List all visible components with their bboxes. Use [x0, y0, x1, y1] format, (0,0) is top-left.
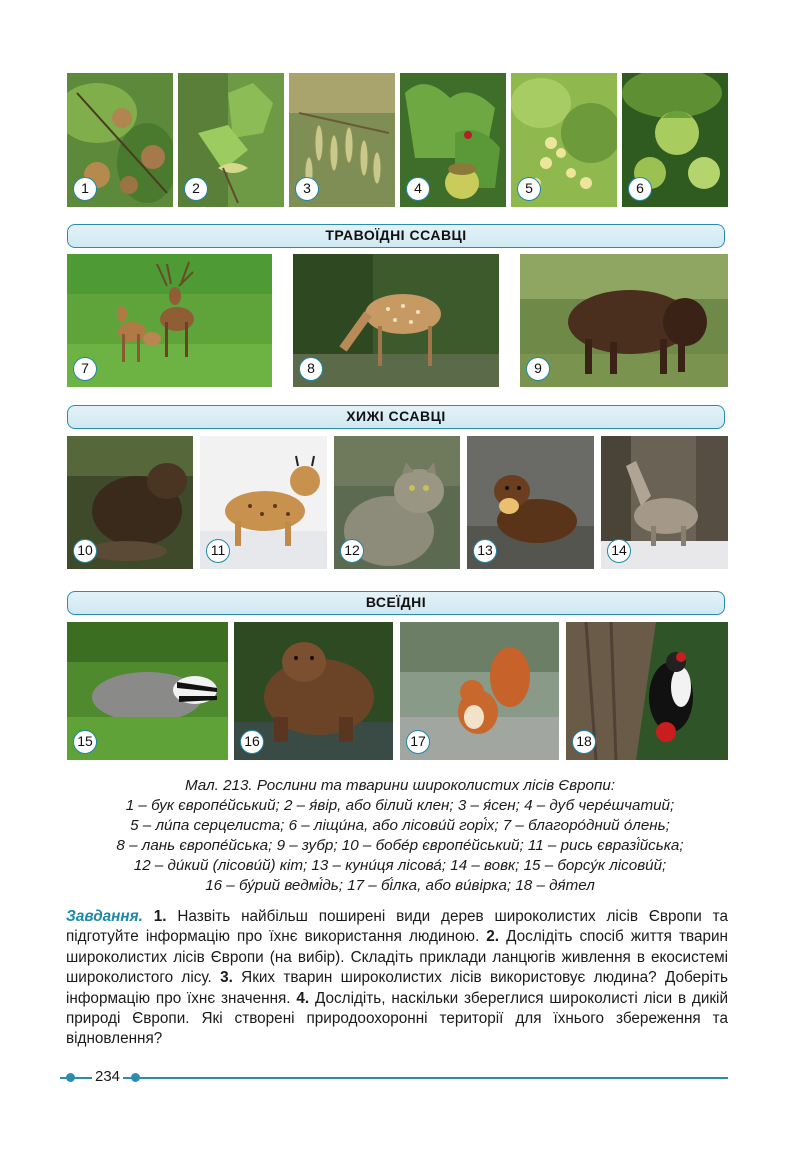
photo-oak	[400, 73, 506, 207]
figure-number: 9	[526, 357, 550, 381]
footer-dot	[131, 1073, 140, 1082]
photo-red-deer	[67, 254, 272, 387]
section-heading-herbivores: ТРАВОЇДНІ ССАВЦІ	[67, 224, 725, 248]
caption-line: 1 – бук європе́йський; 2 – я́вір, або білий клен; 3 – я́сен; 4 – дуб чере́шчатий;	[125, 797, 675, 814]
task-text: Назвіть найбільш поширені види дерев широколистих лісів Європи та підготуйте інформацію про їхнє використання людиною.	[66, 908, 728, 946]
caption-line: 5 – ли́па серцелиста; 6 – ліщи́на, або лісови́й горі́х; 7 – благоро́дний о́лень;	[130, 817, 670, 834]
figure-number: 10	[73, 539, 97, 563]
photo-beaver	[67, 436, 193, 569]
figure-number: 14	[607, 539, 631, 563]
caption-line: 8 – лань європе́йська; 9 – зубр; 10 – бобе́р європе́йський; 11 – рись євразі́йська;	[116, 837, 684, 854]
figure-number: 18	[572, 730, 596, 754]
caption-line: 16 – бу́рий ведмі́дь; 17 – бі́лка, або ви́вірка; 18 – дя́тел	[205, 877, 595, 894]
photo-hazel	[622, 73, 728, 207]
task-text: Дослідіть, наскільки збереглися широколисті ліси в дикій природі Європи. Які створені природоохоронні території для їхнього збереження та відновлення?	[66, 989, 728, 1048]
figure-number: 13	[473, 539, 497, 563]
task-number: 1.	[153, 908, 167, 925]
figure-number: 17	[406, 730, 430, 754]
footer-rule	[60, 1077, 728, 1079]
figure-number: 5	[517, 177, 541, 201]
photo-woodpecker	[566, 622, 728, 760]
section-heading-predators: ХИЖІ ССАВЦІ	[67, 405, 725, 429]
caption-title: Мал. 213. Рослини та тварини широколистих лісів Європи:	[184, 777, 616, 794]
photo-brown-bear	[234, 622, 393, 760]
task-text: Яких тварин широколистих лісів використовує людина? Доберіть інформацію про їхнє значення.	[66, 969, 728, 1007]
task-number: 3.	[220, 969, 233, 987]
figure-number: 1	[73, 177, 97, 201]
photo-lynx	[200, 436, 327, 569]
figure-number: 16	[240, 730, 264, 754]
photo-wolf	[601, 436, 728, 569]
photo-sycamore	[178, 73, 284, 207]
figure-caption	[60, 776, 740, 896]
task-number: 2.	[486, 928, 500, 946]
figure-number: 3	[295, 177, 319, 201]
section-heading-omnivores: ВСЕЇДНІ	[67, 591, 725, 615]
photo-beech	[67, 73, 173, 207]
page-number: 234	[92, 1068, 123, 1085]
figure-number: 7	[73, 357, 97, 381]
figure-number: 15	[73, 730, 97, 754]
task-heading: Завдання.	[66, 908, 143, 925]
photo-pine-marten	[467, 436, 594, 569]
task-number: 4.	[296, 989, 310, 1007]
footer-dot	[66, 1073, 75, 1082]
figure-number: 4	[406, 177, 430, 201]
photo-ash	[289, 73, 395, 207]
photo-bison	[520, 254, 728, 387]
figure-number: 11	[206, 539, 230, 563]
figure-number: 8	[299, 357, 323, 381]
figure-number: 12	[340, 539, 364, 563]
caption-line: 12 – ди́кий (лісови́й) кіт; 13 – куни́ця лісова́; 14 – вовк; 15 – борсу́к лісови́й;	[133, 857, 667, 874]
photo-fallow-deer	[293, 254, 499, 387]
figure-number: 6	[628, 177, 652, 201]
task-text: Дослідіть спосіб життя тварин широколистих лісів Європи (на вибір). Складіть приклади ланцюгів живлення в екосистемі широколистого лісу.	[66, 928, 728, 987]
photo-badger	[67, 622, 228, 760]
photo-wildcat	[334, 436, 460, 569]
photo-squirrel	[400, 622, 559, 760]
task-paragraph	[66, 907, 728, 1050]
photo-linden	[511, 73, 617, 207]
figure-number: 2	[184, 177, 208, 201]
